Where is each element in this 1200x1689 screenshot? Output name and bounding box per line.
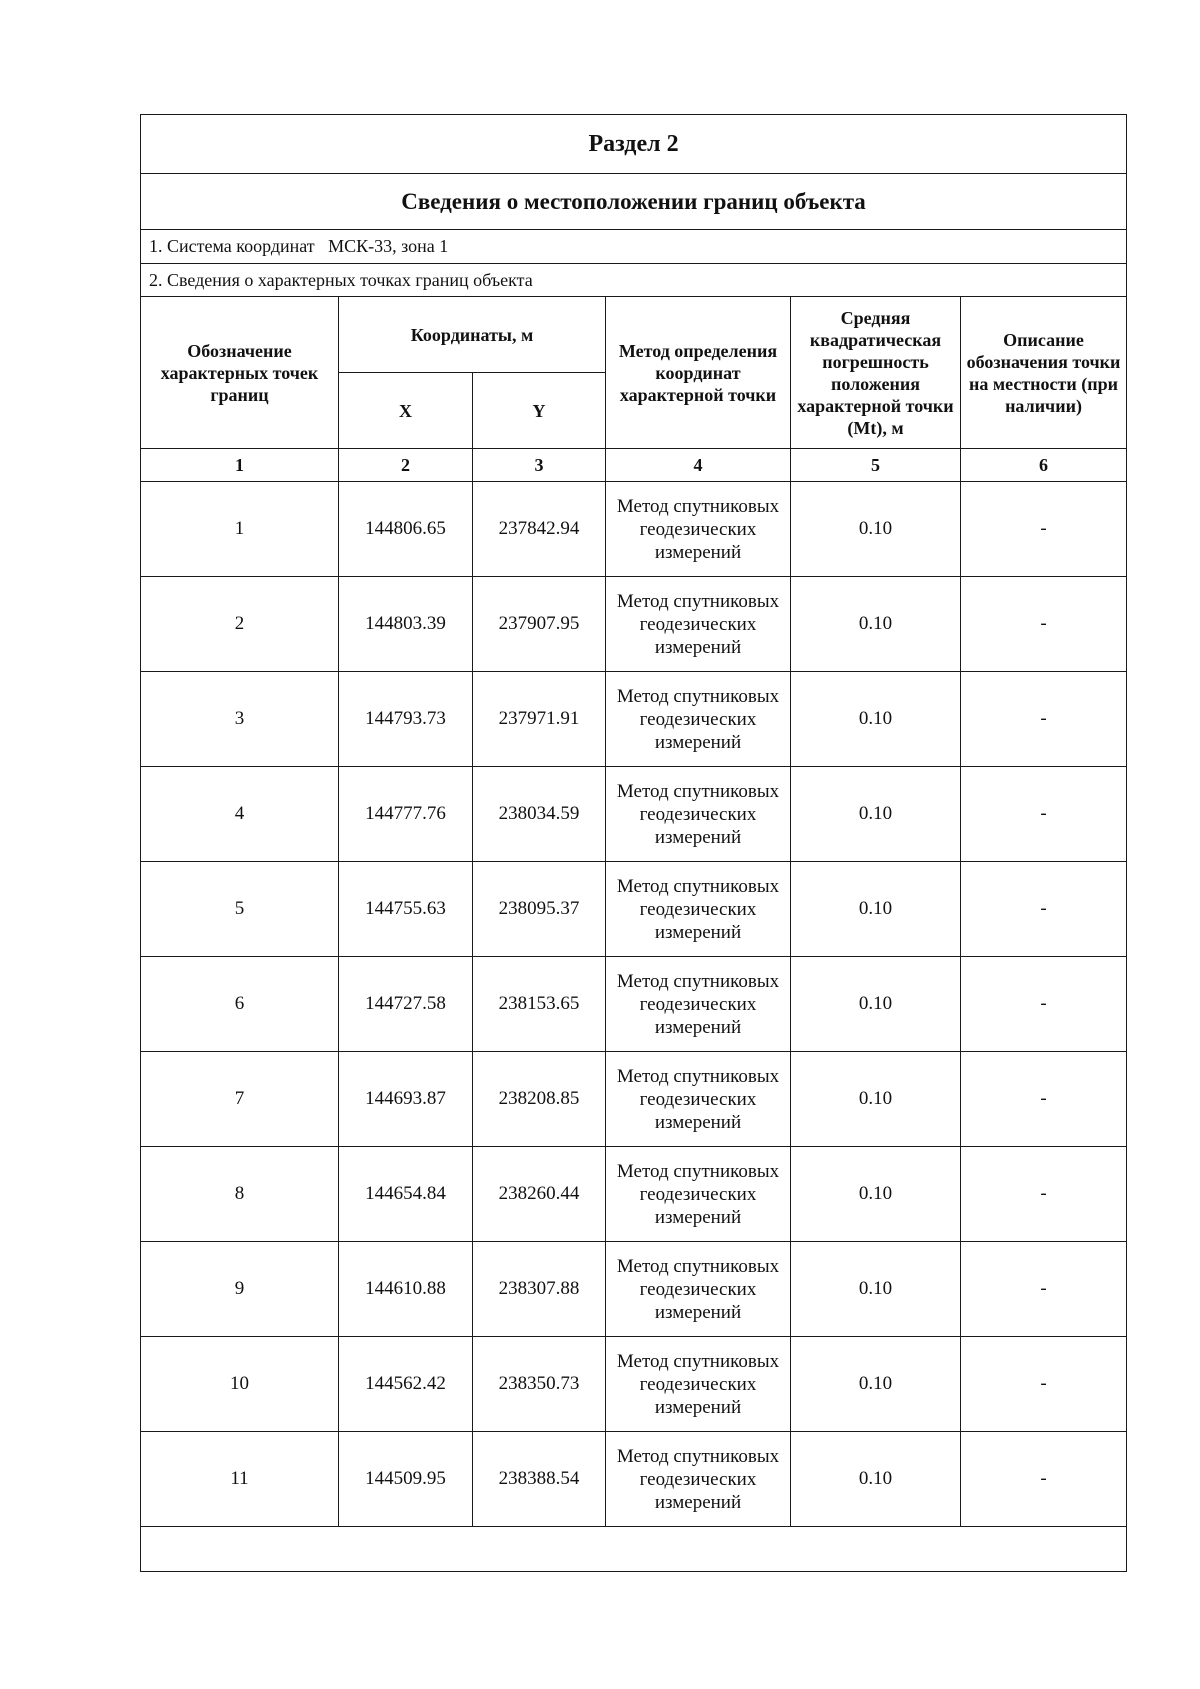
method-cell: Метод спутниковых геодезических измерений	[606, 957, 791, 1052]
header-designation: Обозначение характерных точек границ	[141, 297, 339, 449]
point-number: 5	[141, 862, 339, 957]
mt-value: 0.10	[791, 862, 961, 957]
method-cell: Метод спутниковых геодезических измерений	[606, 1432, 791, 1527]
table-row	[141, 672, 1127, 767]
coord-y: 237971.91	[473, 672, 606, 767]
coord-y: 238208.85	[473, 1052, 606, 1147]
mt-value: 0.10	[791, 577, 961, 672]
method-cell: Метод спутниковых геодезических измерений	[606, 482, 791, 577]
points-section-label: 2. Сведения о характерных точках границ объекта	[141, 264, 1127, 297]
section-subtitle: Сведения о местоположении границ объекта	[141, 174, 1127, 230]
coord-y: 238307.88	[473, 1242, 606, 1337]
point-number: 3	[141, 672, 339, 767]
point-number: 2	[141, 577, 339, 672]
coord-x: 144693.87	[339, 1052, 473, 1147]
table-row	[141, 957, 1127, 1052]
mt-value: 0.10	[791, 1432, 961, 1527]
point-number: 4	[141, 767, 339, 862]
table-row	[141, 577, 1127, 672]
coord-x: 144755.63	[339, 862, 473, 957]
coord-system-row	[141, 230, 1127, 264]
table-row	[141, 1242, 1127, 1337]
header-method: Метод определения координат характерной точки	[606, 297, 791, 449]
section-title: Раздел 2	[141, 115, 1127, 174]
column-number: 5	[791, 449, 961, 482]
header-description: Описание обозначения точки на местности (при наличии)	[961, 297, 1127, 449]
coord-system-label: 1. Система координат	[149, 236, 315, 256]
coord-x: 144803.39	[339, 577, 473, 672]
point-number: 10	[141, 1337, 339, 1432]
coord-system-value: МСК-33, зона 1	[328, 236, 449, 256]
mt-value: 0.10	[791, 957, 961, 1052]
point-description: -	[961, 577, 1127, 672]
coord-x: 144509.95	[339, 1432, 473, 1527]
mt-value: 0.10	[791, 1052, 961, 1147]
table-row	[141, 1432, 1127, 1527]
coord-y: 238388.54	[473, 1432, 606, 1527]
table-row	[141, 1052, 1127, 1147]
table-row	[141, 1147, 1127, 1242]
coord-y: 238153.65	[473, 957, 606, 1052]
mt-value: 0.10	[791, 767, 961, 862]
coord-x: 144806.65	[339, 482, 473, 577]
column-number: 4	[606, 449, 791, 482]
point-description: -	[961, 767, 1127, 862]
table-row	[141, 767, 1127, 862]
point-number: 7	[141, 1052, 339, 1147]
table-row	[141, 862, 1127, 957]
point-description: -	[961, 1242, 1127, 1337]
coord-x: 144777.76	[339, 767, 473, 862]
point-number: 11	[141, 1432, 339, 1527]
column-number: 6	[961, 449, 1127, 482]
point-description: -	[961, 672, 1127, 767]
boundary-points-table	[140, 114, 1127, 1572]
coord-x: 144654.84	[339, 1147, 473, 1242]
coord-x: 144793.73	[339, 672, 473, 767]
coord-y: 238260.44	[473, 1147, 606, 1242]
point-description: -	[961, 957, 1127, 1052]
coord-x: 144562.42	[339, 1337, 473, 1432]
column-number: 3	[473, 449, 606, 482]
point-number: 9	[141, 1242, 339, 1337]
coord-y: 238350.73	[473, 1337, 606, 1432]
method-cell: Метод спутниковых геодезических измерений	[606, 767, 791, 862]
table-row	[141, 1337, 1127, 1432]
column-numbers-row	[141, 449, 1127, 482]
header-y: Y	[473, 373, 606, 449]
column-number: 1	[141, 449, 339, 482]
point-number: 1	[141, 482, 339, 577]
method-cell: Метод спутниковых геодезических измерений	[606, 1147, 791, 1242]
mt-value: 0.10	[791, 672, 961, 767]
header-coordinates: Координаты, м	[339, 297, 606, 373]
method-cell: Метод спутниковых геодезических измерений	[606, 577, 791, 672]
method-cell: Метод спутниковых геодезических измерений	[606, 1337, 791, 1432]
point-description: -	[961, 862, 1127, 957]
coord-x: 144610.88	[339, 1242, 473, 1337]
point-description: -	[961, 482, 1127, 577]
point-description: -	[961, 1052, 1127, 1147]
table-row	[141, 482, 1127, 577]
table-footer-empty	[141, 1527, 1127, 1572]
coord-x: 144727.58	[339, 957, 473, 1052]
coord-y: 238034.59	[473, 767, 606, 862]
point-description: -	[961, 1337, 1127, 1432]
point-description: -	[961, 1432, 1127, 1527]
point-number: 6	[141, 957, 339, 1052]
table-body	[141, 482, 1127, 1527]
point-description: -	[961, 1147, 1127, 1242]
method-cell: Метод спутниковых геодезических измерений	[606, 1052, 791, 1147]
point-number: 8	[141, 1147, 339, 1242]
mt-value: 0.10	[791, 482, 961, 577]
header-x: X	[339, 373, 473, 449]
document-sheet	[140, 114, 1126, 1572]
method-cell: Метод спутниковых геодезических измерений	[606, 1242, 791, 1337]
mt-value: 0.10	[791, 1147, 961, 1242]
coord-y: 238095.37	[473, 862, 606, 957]
coord-y: 237842.94	[473, 482, 606, 577]
coord-y: 237907.95	[473, 577, 606, 672]
column-number: 2	[339, 449, 473, 482]
method-cell: Метод спутниковых геодезических измерений	[606, 672, 791, 767]
mt-value: 0.10	[791, 1337, 961, 1432]
header-error: Средняя квадратическая погрешность положения характерной точки (Mt), м	[791, 297, 961, 449]
method-cell: Метод спутниковых геодезических измерений	[606, 862, 791, 957]
mt-value: 0.10	[791, 1242, 961, 1337]
